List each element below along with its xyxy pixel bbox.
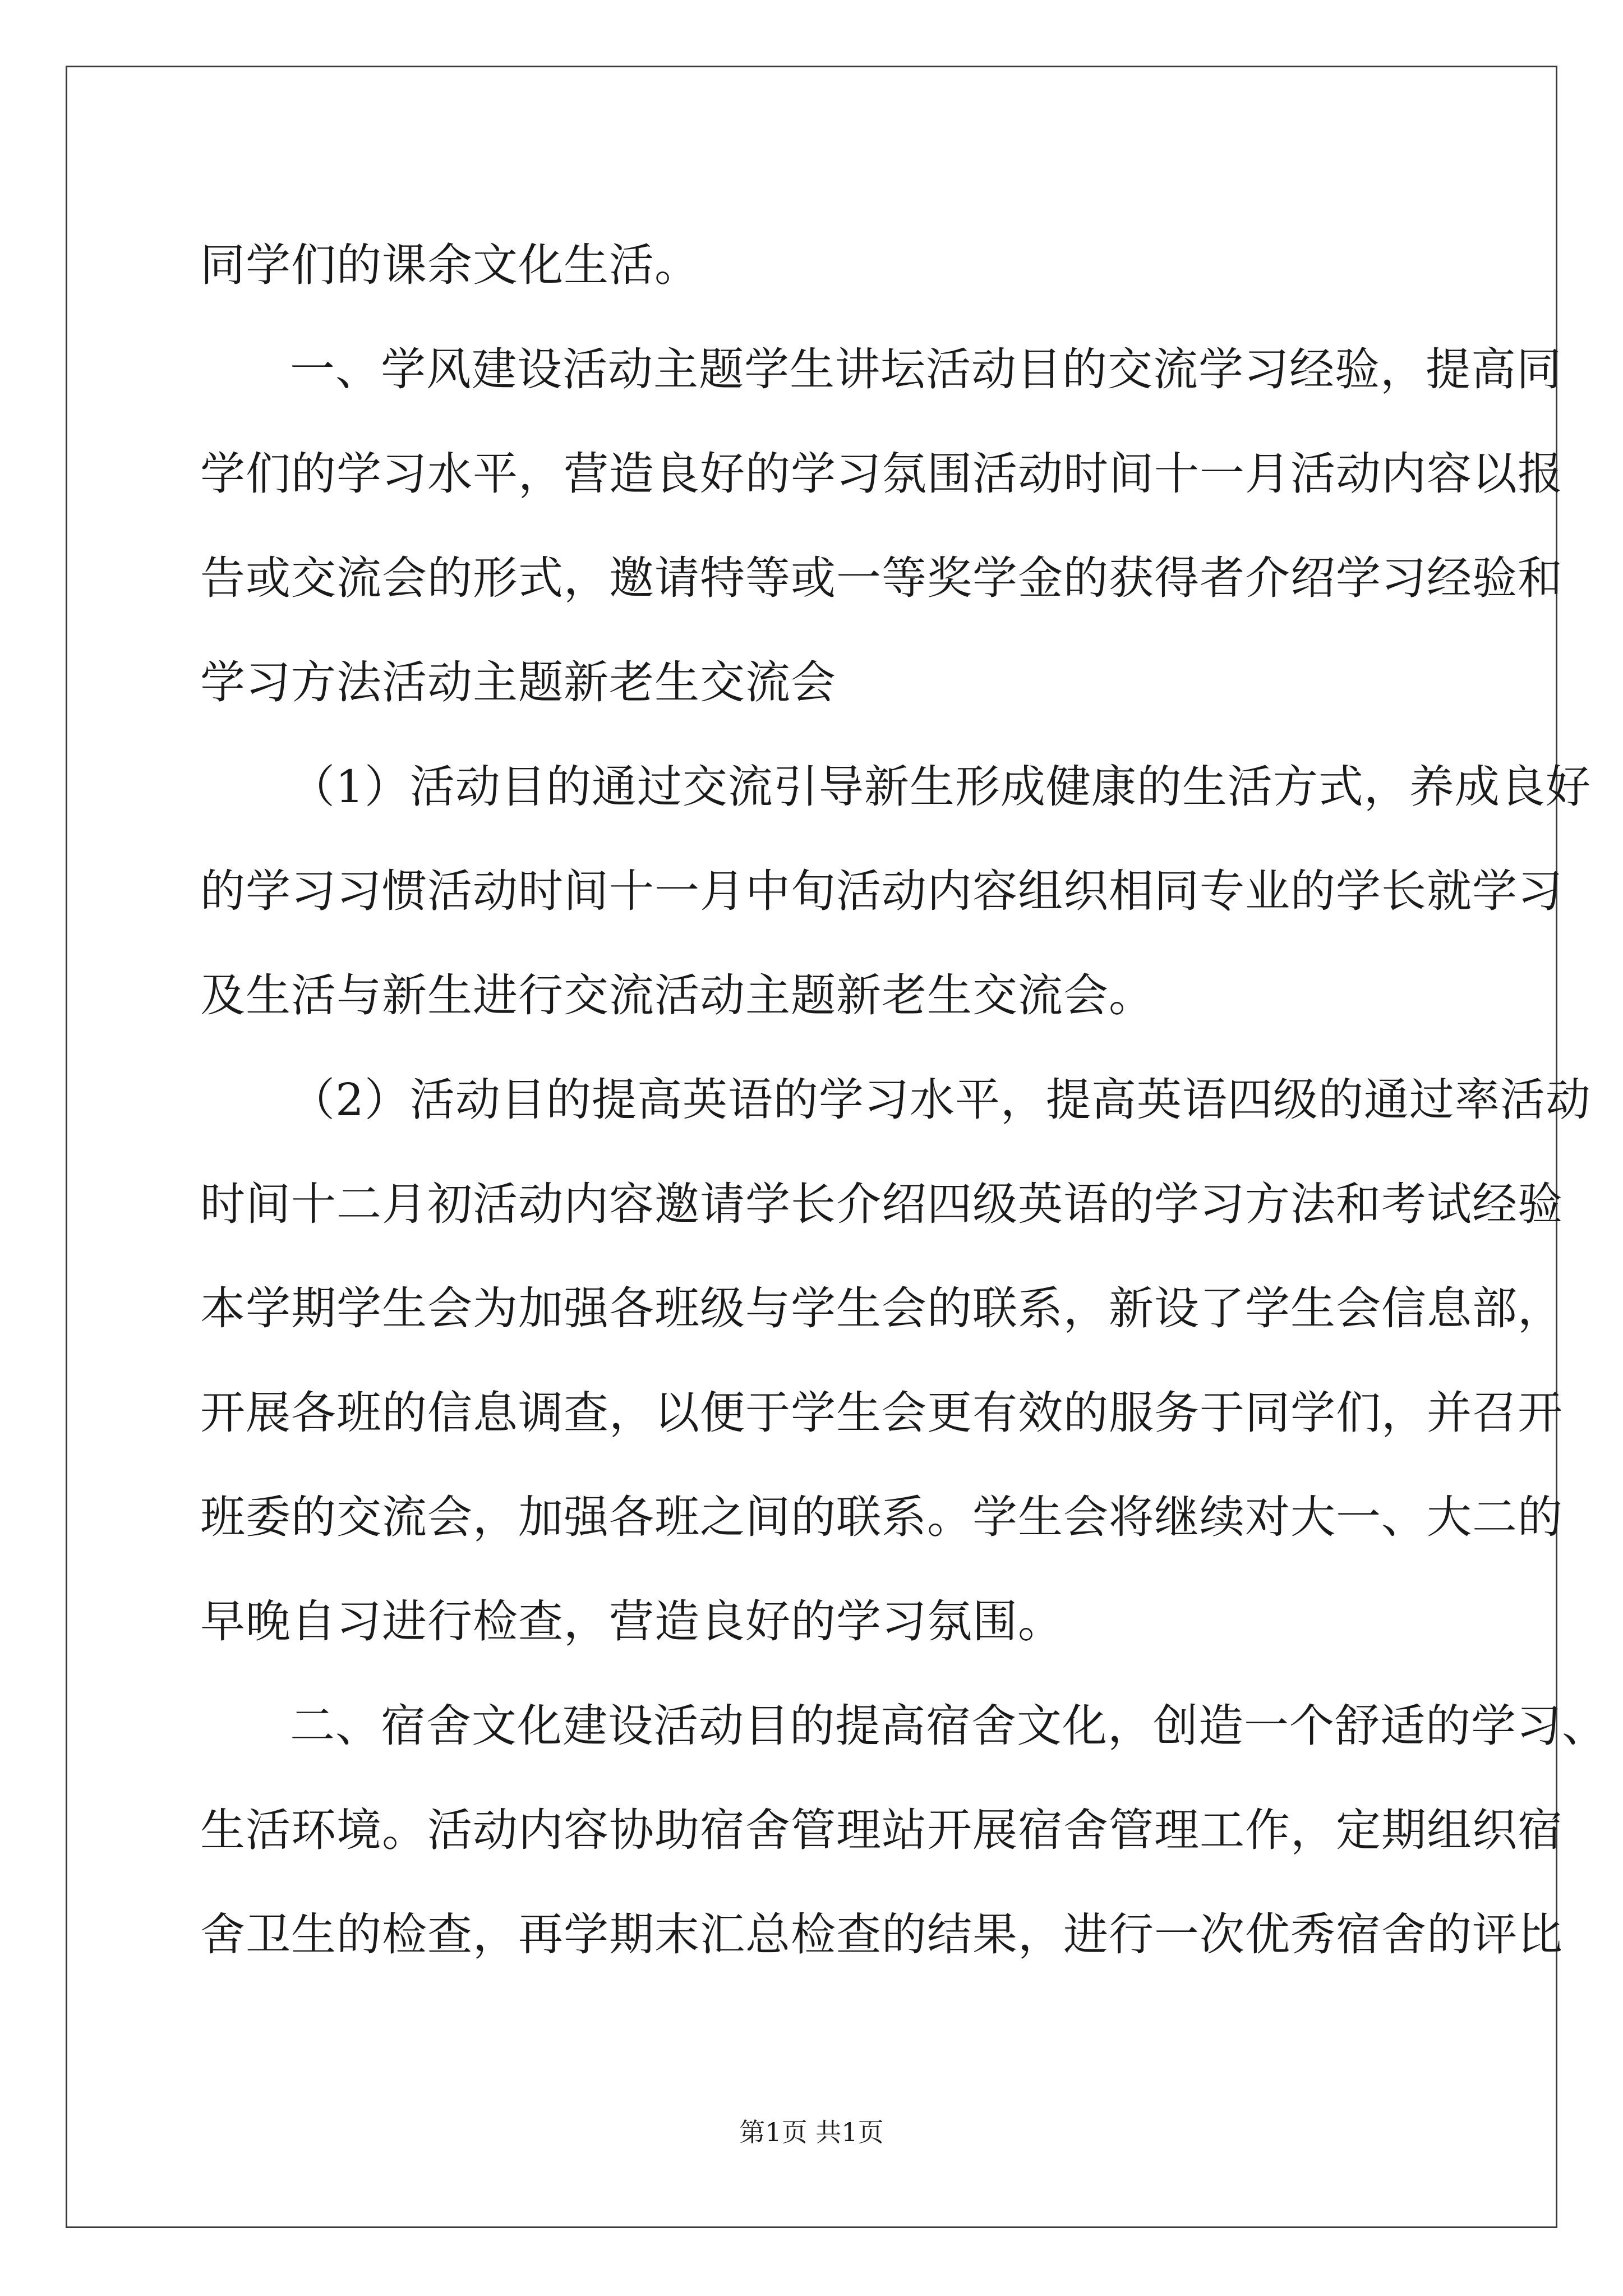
text-line: 学习方法活动主题新老生交流会	[200, 656, 836, 708]
text-line: 的学习习惯活动时间十一月中旬活动内容组织相同专业的学长就学习	[200, 865, 1563, 917]
text-line: （2）活动目的提高英语的学习水平，提高英语四级的通过率活动	[290, 1074, 1591, 1126]
text-line: 生活环境。活动内容协助宿舍管理站开展宿舍管理工作，定期组织宿	[200, 1804, 1563, 1856]
text-line: 及生活与新生进行交流活动主题新老生交流会。	[200, 969, 1154, 1022]
text-line: 开展各班的信息调查，以便于学生会更有效的服务于同学们，并召开	[200, 1387, 1563, 1439]
text-line: 二、宿舍文化建设活动目的提高宿舍文化，创造一个舒适的学习、	[290, 1700, 1607, 1752]
text-line: 告或交流会的形式，邀请特等或一等奖学金的获得者介绍学习经验和	[200, 552, 1563, 604]
text-line: 班委的交流会，加强各班之间的联系。学生会将继续对大一、大二的	[200, 1491, 1563, 1543]
text-line: 学们的学习水平，营造良好的学习氛围活动时间十一月活动内容以报	[200, 448, 1563, 500]
text-line: （1）活动目的通过交流引导新生形成健康的生活方式，养成良好	[290, 761, 1591, 813]
page-footer: 第1页 共1页	[739, 2117, 884, 2147]
text-line: 一、学风建设活动主题学生讲坛活动目的交流学习经验，提高同	[290, 343, 1562, 395]
text-line: 本学期学生会为加强各班级与学生会的联系，新设了学生会信息部，	[200, 1282, 1563, 1335]
text-line: 同学们的课余文化生活。	[200, 239, 700, 291]
document-body	[200, 213, 1607, 1987]
text-line: 早晚自习进行检查，营造良好的学习氛围。	[200, 1595, 1063, 1648]
text-line: 时间十二月初活动内容邀请学长介绍四级英语的学习方法和考试经验	[200, 1178, 1563, 1230]
text-line: 舍卫生的检查，再学期末汇总检查的结果，进行一次优秀宿舍的评比	[200, 1908, 1563, 1961]
